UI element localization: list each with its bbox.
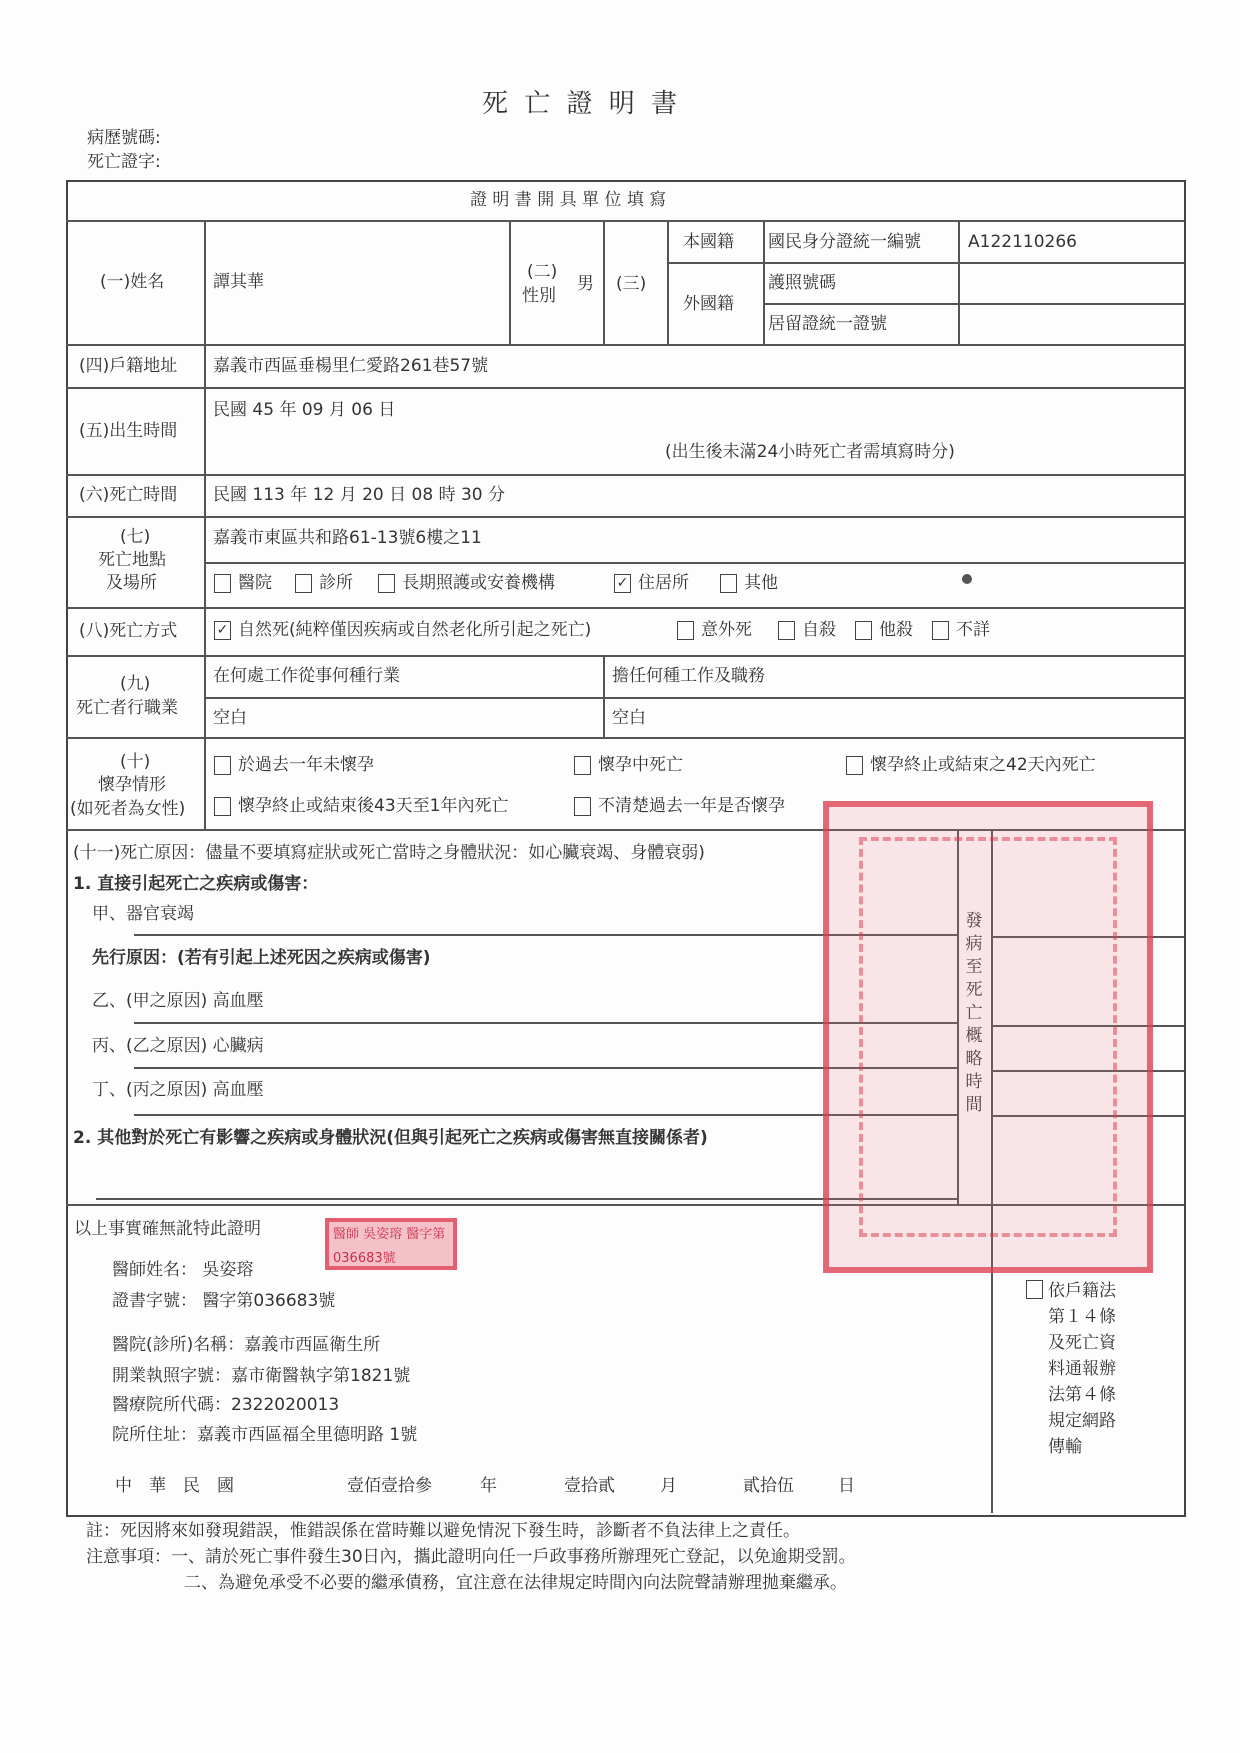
record-number-label: 病歷號碼: (87, 128, 161, 148)
foreign-label: 外國籍 (683, 294, 734, 314)
checkbox[interactable] (214, 756, 231, 775)
checkbox[interactable] (778, 621, 795, 640)
checkbox-label: 醫院 (238, 573, 272, 593)
dot-mark (962, 574, 972, 584)
other-conditions-label: 2. 其他對於死亡有影響之疾病或身體狀況(但與引起死亡之疾病或傷害無直接關係者) (73, 1128, 708, 1148)
birth-value: 民國 45 年 09 月 06 日 (213, 400, 396, 420)
occupation-label-num: (九) (120, 674, 151, 694)
checkbox-label: 住居所 (638, 573, 689, 593)
checkbox[interactable] (855, 621, 872, 640)
checkbox-label: 懷孕終止或結束後43天至1年內死亡 (238, 796, 509, 816)
checkbox-label: 其他 (744, 573, 778, 593)
checkbox-label: 懷孕中死亡 (598, 755, 683, 775)
divider (958, 220, 960, 344)
gender-label-num: (二) (527, 262, 558, 282)
divider (204, 697, 1184, 699)
death-time-value: 民國 113 年 12 月 20 日 08 時 30 分 (213, 485, 506, 505)
death-place-label: 死亡地點 (98, 550, 166, 570)
divider (66, 220, 1184, 222)
cause-b: 乙、(甲之原因) 高血壓 (92, 991, 264, 1011)
date-day: 貳拾伍 (743, 1476, 794, 1496)
cause-a: 甲、器官衰竭 (92, 904, 194, 924)
death-manner-label: (八)死亡方式 (79, 621, 178, 641)
checkbox[interactable] (720, 574, 737, 593)
birth-note: (出生後未滿24小時死亡者需填寫時分) (665, 442, 955, 462)
doctor-license: 證書字號： 醫字第036683號 (112, 1291, 336, 1311)
document-title: 死 亡 證 明 書 (482, 89, 682, 119)
checkbox-label: 於過去一年未懷孕 (238, 755, 374, 775)
checkbox[interactable] (214, 797, 231, 816)
pregnancy-label-2: (如死者為女性) (70, 799, 186, 819)
online-transfer-label: 依戶籍法第１４條及死亡資料通報辦法第４條規定網路傳輸 (1048, 1281, 1116, 1457)
checkbox[interactable] (932, 621, 949, 640)
resident-id-label: 居留證統一證號 (768, 314, 887, 334)
id-number-value: A122110266 (968, 232, 1077, 252)
checkbox-label: 自殺 (802, 620, 836, 640)
note-1: 注意事項：一、請於死亡事件發生30日內，攜此證明向任一戶政事務所辦理死亡登記，以免逾期受罰。 (86, 1547, 856, 1567)
cause-header: (十一)死亡原因：儘量不要填寫症狀或死亡當時之身體狀況：如心臟衰竭、身體衰弱) (73, 843, 705, 863)
date-year-unit: 年 (480, 1476, 497, 1496)
checkbox-label: 長期照護或安養機構 (402, 573, 555, 593)
hospital-seal-stamp (823, 801, 1153, 1273)
doctor-name: 醫師姓名： 吳姿瑢 (112, 1260, 254, 1280)
job-label: 擔任何種工作及職務 (612, 666, 765, 686)
divider (603, 220, 605, 344)
checkbox-label: 他殺 (879, 620, 913, 640)
doctor-seal-stamp: 醫師 吳姿瑢 醫字第036683號 (325, 1218, 457, 1270)
divider (509, 220, 511, 344)
birth-label: (五)出生時間 (79, 421, 178, 441)
divider (763, 220, 765, 344)
divider (204, 220, 206, 829)
divider (204, 562, 1184, 564)
pregnancy-label: 懷孕情形 (98, 775, 166, 795)
interval-label: 發病至死亡概略時間 (965, 911, 983, 1115)
checkbox[interactable]: ✓ (614, 574, 631, 593)
id-number-label: 國民身分證統一編號 (768, 232, 921, 252)
death-place-value: 嘉義市東區共和路61-13號6樓之11 (213, 528, 482, 548)
date-day-unit: 日 (838, 1476, 855, 1496)
checkbox-label: 懷孕終止或結束之42天內死亡 (870, 755, 1096, 775)
divider (66, 737, 1184, 739)
name-label: (一)姓名 (100, 272, 165, 292)
nationality-label: (三) (616, 274, 647, 294)
death-place-label-num: (七) (120, 527, 151, 547)
checkbox[interactable]: ✓ (214, 621, 231, 640)
death-place-label-2: 及場所 (106, 573, 157, 593)
gender-label: 性別 (522, 286, 556, 306)
date-month-unit: 月 (660, 1476, 677, 1496)
date-month: 壹拾貳 (564, 1476, 615, 1496)
cause-c: 丙、(乙之原因) 心臟病 (92, 1036, 264, 1056)
direct-cause-label: 1. 直接引起死亡之疾病或傷害： (73, 874, 319, 894)
checkbox[interactable] (214, 574, 231, 593)
passport-label: 護照號碼 (768, 273, 836, 293)
hospital-name: 醫院(診所)名稱：嘉義市西區衛生所 (112, 1335, 381, 1355)
address-label: (四)戶籍地址 (79, 356, 178, 376)
checkbox[interactable] (574, 797, 591, 816)
divider (66, 387, 1184, 389)
industry-label: 在何處工作從事何種行業 (213, 666, 400, 686)
checkbox[interactable] (295, 574, 312, 593)
job-value: 空白 (612, 708, 646, 728)
checkbox-label: 不清楚過去一年是否懷孕 (598, 796, 785, 816)
checkbox[interactable] (574, 756, 591, 775)
name-value: 譚其華 (213, 272, 264, 292)
divider (66, 516, 1184, 518)
divider (603, 655, 605, 737)
certificate-number-label: 死亡證字: (87, 152, 161, 172)
divider (667, 262, 1184, 264)
section-header: 證 明 書 開 具 單 位 填 寫 (470, 190, 667, 210)
antecedent-label: 先行原因：(若有引起上述死因之疾病或傷害) (92, 948, 431, 968)
note-2: 二、為避免承受不必要的繼承債務，宜注意在法律規定時間內向法院聲請辦理拋棄繼承。 (184, 1573, 847, 1593)
divider (66, 344, 1184, 346)
hospital-code: 醫療院所代碼：2322020013 (112, 1395, 340, 1415)
online-transfer-checkbox[interactable] (1026, 1280, 1043, 1299)
pregnancy-label-num: (十) (120, 752, 151, 772)
domestic-label: 本國籍 (683, 232, 734, 252)
divider (763, 303, 1184, 305)
checkbox[interactable] (846, 756, 863, 775)
checkbox-label: 意外死 (701, 620, 752, 640)
checkbox[interactable] (378, 574, 395, 593)
date-year: 壹佰壹拾參 (347, 1476, 432, 1496)
divider (66, 474, 1184, 476)
checkbox[interactable] (677, 621, 694, 640)
address-value: 嘉義市西區垂楊里仁愛路261巷57號 (213, 356, 489, 376)
checkbox-label: 自然死(純粹僅因疾病或自然老化所引起之死亡) (238, 620, 592, 640)
divider (66, 655, 1184, 657)
gender-value: 男 (577, 274, 594, 294)
divider (66, 607, 1184, 609)
checkbox-label: 不詳 (956, 620, 990, 640)
death-time-label: (六)死亡時間 (79, 485, 178, 505)
hospital-address: 院所住址：嘉義市西區福全里德明路 1號 (112, 1425, 418, 1445)
divider (667, 220, 669, 344)
industry-value: 空白 (213, 708, 247, 728)
occupation-label: 死亡者行職業 (76, 698, 178, 718)
checkbox-label: 診所 (319, 573, 353, 593)
cause-d: 丁、(丙之原因) 高血壓 (92, 1080, 264, 1100)
note-disclaimer: 註：死因將來如發現錯誤，惟錯誤係在當時難以避免情況下發生時，診斷者不負法律上之責任。 (86, 1521, 800, 1541)
practice-permit: 開業執照字號：嘉市衛醫執字第1821號 (112, 1366, 411, 1386)
certify-statement: 以上事實確無訛特此證明 (74, 1219, 261, 1239)
date-era: 中 華 民 國 (115, 1476, 234, 1496)
